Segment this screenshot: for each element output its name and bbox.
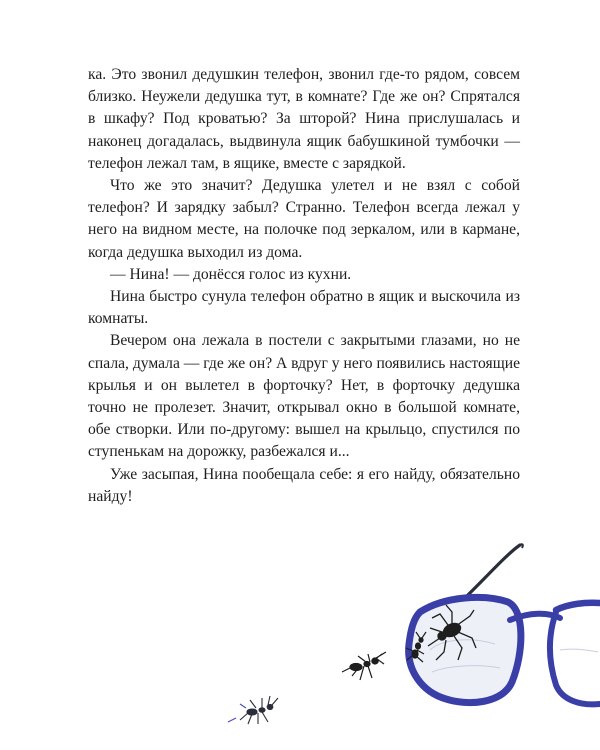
ant-icon [228,696,278,724]
paragraph-1: ка. Это звонил дедушкин телефон, звонил где-то рядом, совсем близко. Неужели дедушка тут, в комнате? Где же он? Спрятался в шкафу? Под кроватью? За шторой? Нина прислушалась и наконец догадалась, выдвинула ящик бабушкиной тумбочки — телефон лежал там, в ящике, вместе с зарядкой. [88,66,520,172]
ant-icon [406,632,426,662]
spider-icon [428,605,476,660]
paragraph-5: Вечером она лежала в постели с закрытыми глазами, но не спала, думала — где же он? А вдруг у него появились настоящие крылья и он вылетел в форточку? Нет, в форточку дедушка точно не пролезет. Значит, открывал окно в большой комнате, обе створки. Или по-другому: вышел на крыльцо, спустился по ступенькам на дорожку, разбежался и... [88,332,520,461]
paragraph-2: Что же это значит? Дедушка улетел и не взял с собой телефон? И зарядку забыл? Странно. Телефон всегда лежал у него на видном месте, на полочке под зеркалом, или в кармане, когда дедушка выходил из дома. [88,177,520,261]
paragraph-6: Уже засыпая, Нина пообещала себе: я его найду, обязательно найду! [88,465,520,505]
story-text [88,64,520,508]
eyeglasses-icon [409,544,600,704]
ant-icon [342,652,386,680]
paragraph-3: — Нина! — донёсся голос из кухни. [110,265,352,283]
paragraph-4: Нина быстро сунула телефон обратно в ящик и выскочила из комнаты. [88,288,520,328]
